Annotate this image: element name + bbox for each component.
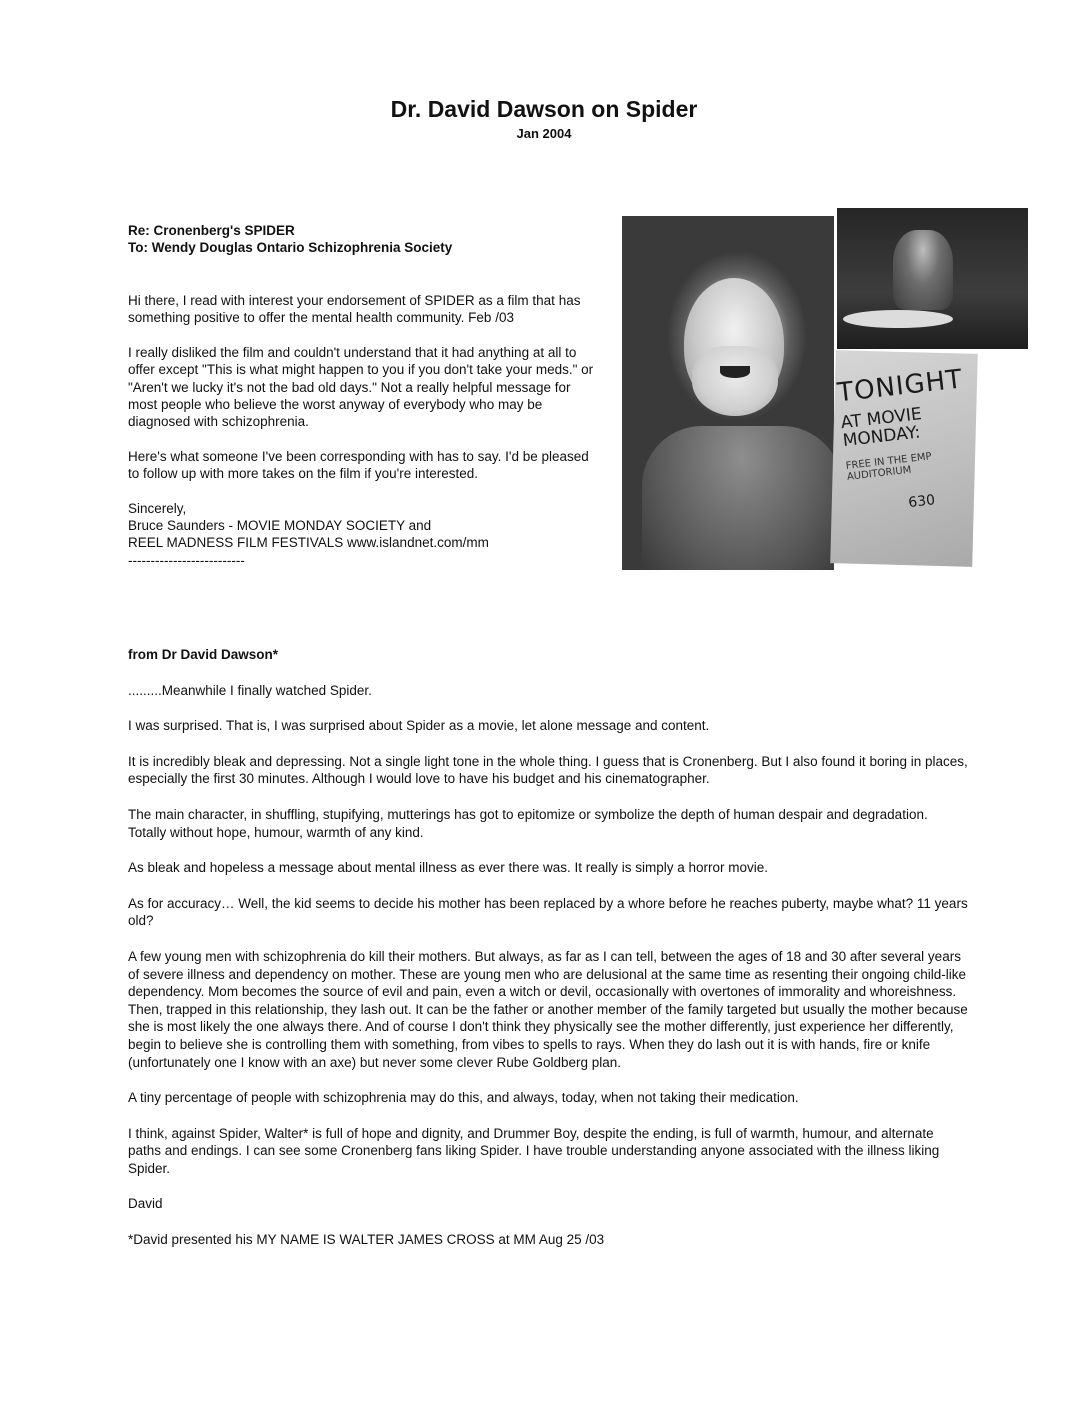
sign-line-3: FREE IN THE EMP AUDITORIUM	[845, 451, 933, 483]
intro-letter	[128, 292, 598, 569]
sign-line-1: TONIGHT	[835, 364, 965, 409]
sign-line-4: 630	[907, 492, 936, 512]
sign-line-2: AT MOVIE MONDAY:	[839, 403, 923, 452]
body-paragraph-5: As bleak and hopeless a message about mental illness as ever there was. It really is simply a horror movie.	[128, 860, 769, 876]
body-paragraph-4: The main character, in shuffling, stupifying, mutterings has got to epitomize or symbolize the depth of human despair and degradation. Totally without hope, humour, warmth of any kind.	[128, 806, 928, 840]
document-title: Dr. David Dawson on Spider	[390, 96, 698, 122]
photo-sign	[830, 350, 978, 567]
re-recipient: To: Wendy Douglas Ontario Schizophrenia Society	[128, 240, 453, 255]
document-date: Jan 2004	[516, 126, 572, 141]
body-paragraph-1: .........Meanwhile I finally watched Spider.	[128, 682, 372, 698]
body-paragraph-6: As for accuracy… Well, the kid seems to decide his mother has been replaced by a whore before he reaches puberty, maybe what? 11 years old?	[128, 895, 968, 929]
photo-film-still	[837, 208, 1028, 349]
body-paragraph-9: I think, against Spider, Walter* is full of hope and dignity, and Drummer Boy, despite the ending, is full of warmth, humour, and alternate paths and endings. I can see some Cronenberg fans liking Spider. I have trouble understanding anyone associated with the illness liking Spider.	[128, 1125, 940, 1176]
sign-handwriting	[836, 365, 976, 518]
signature-closing: Sincerely,	[128, 500, 187, 516]
body-paragraph-2: I was surprised. That is, I was surprised about Spider as a movie, let alone message and content.	[128, 718, 710, 734]
signoff: David	[128, 1196, 163, 1212]
main-letter	[128, 646, 968, 1267]
from-heading: from Dr David Dawson*	[128, 647, 279, 662]
signature-org: REEL MADNESS FILM FESTIVALS www.islandnet.com/mm	[128, 535, 489, 551]
intro-paragraph-3: Here's what someone I've been corresponding with has to say. I'd be pleased to follow up with more takes on the film if you're interested.	[128, 448, 589, 482]
intro-paragraph-1: Hi there, I read with interest your endorsement of SPIDER as a film that has something positive to offer the mental health community. Feb /03	[128, 293, 581, 326]
portrait-mouth	[720, 366, 750, 378]
body-paragraph-8: A tiny percentage of people with schizophrenia may do this, and always, today, when not taking their medication.	[128, 1090, 799, 1106]
portrait-shirt	[642, 426, 834, 570]
photo-portrait	[622, 216, 834, 570]
divider-line: --------------------------	[128, 552, 245, 568]
still-table	[843, 310, 953, 328]
portrait-beard	[692, 346, 778, 416]
signature-name: Bruce Saunders - MOVIE MONDAY SOCIETY and	[128, 518, 432, 534]
body-paragraph-3: It is incredibly bleak and depressing. Not a single light tone in the whole thing. I guess that is Cronenberg. But I also found it boring in places, especially the first 30 minutes. Although I would love to have his budget and his cinematographer.	[128, 753, 968, 787]
footnote: *David presented his MY NAME IS WALTER JAMES CROSS at MM Aug 25 /03	[128, 1232, 605, 1248]
re-block	[128, 222, 452, 256]
intro-paragraph-2: I really disliked the film and couldn't understand that it had anything at all to offer except "This is what might happen to you if you don't take your meds." or "Aren't we lucky it's not the bad old days." Not a really helpful message for most people who believe the worst anyway of everybody who may be diagnosed with schizophrenia.	[128, 344, 594, 430]
body-paragraph-7: A few young men with schizophrenia do kill their mothers. But always, as far as I can tell, between the ages of 18 and 30 after several years of severe illness and dependency on mother. These are young men who are delusional at the same time as resenting their ongoing child-like dependency. Mom becomes the source of evil and pain, even a witch or devil, occasionally with overtones of immorality and whoreishness. Then, trapped in this relationship, they lash out. It can be the father or another member of the family targeted but usually the mother because she is most likely the one always there. And of course I don't think they physically see the mother differently, just experience her differently, begin to believe she is controlling them with something, from vibes to spells to rays. When they do lash out it is with hands, fire or knife (unfortunately one I know with an axe) but never some clever Rube Goldberg plan.	[128, 948, 968, 1070]
still-figure	[893, 230, 953, 310]
re-subject: Re: Cronenberg's SPIDER	[128, 223, 295, 238]
